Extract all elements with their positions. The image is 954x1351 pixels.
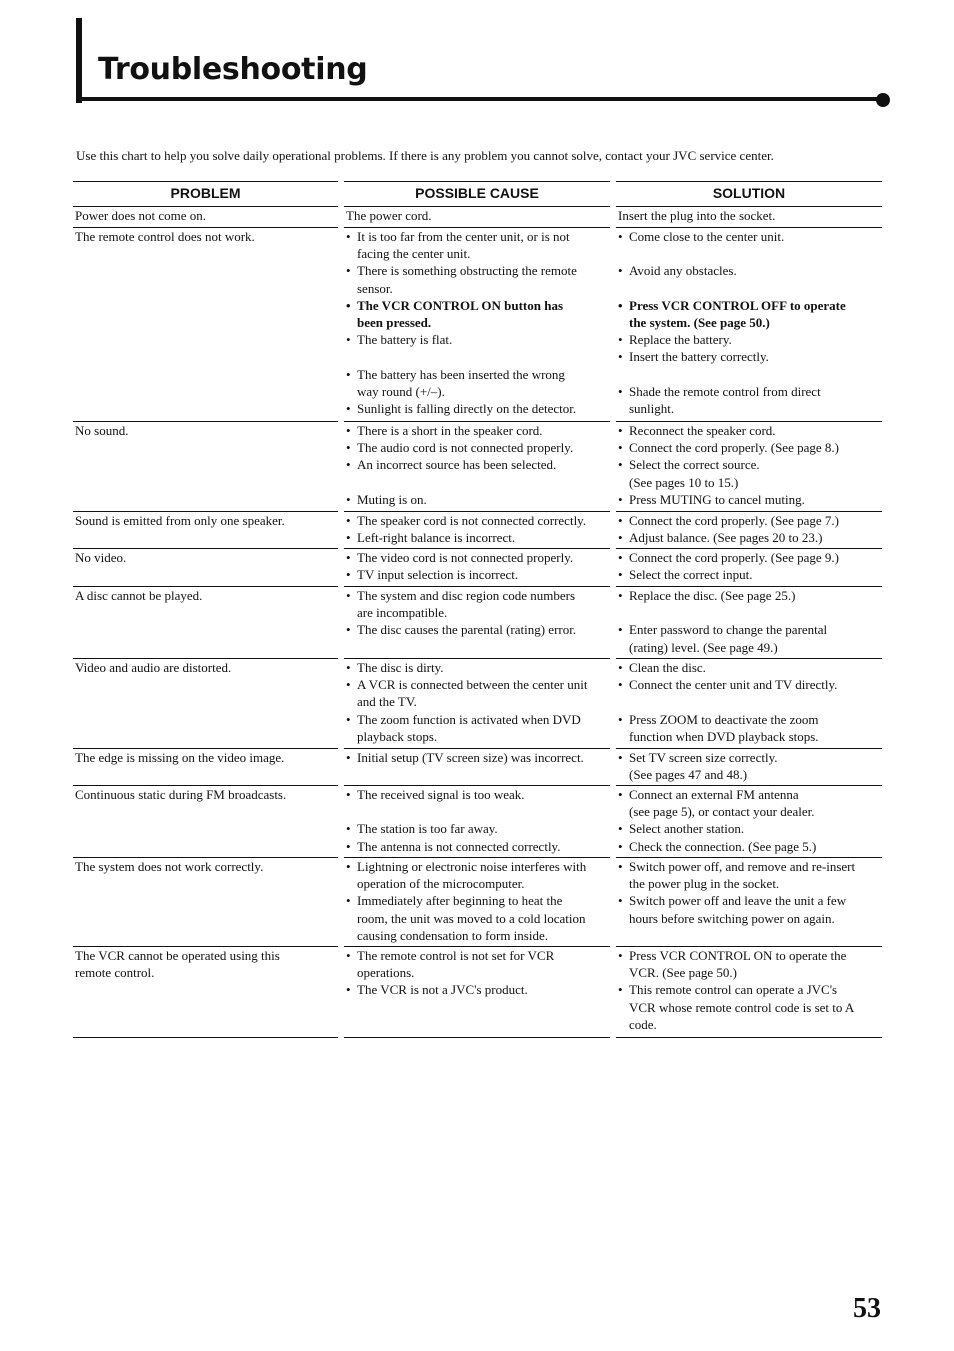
solution-item: • This remote control can operate a JVC's: [618, 981, 837, 998]
cause-item: • The VCR is not a JVC's product.: [346, 981, 528, 998]
solution-item: • Connect the cord properly. (See page 8.): [618, 439, 839, 456]
cause-item: The power cord.: [346, 208, 432, 223]
cause-item: • The remote control is not set for VCR: [346, 947, 554, 964]
cause-item-continued: causing condensation to form inside.: [357, 927, 548, 943]
solution-header: SOLUTION: [712, 185, 786, 201]
solution-item: Insert the plug into the socket.: [618, 208, 776, 223]
solution-item: • Replace the disc. (See page 25.): [618, 587, 795, 604]
solution-item-continued: sunlight.: [629, 401, 675, 416]
cause-item-continued: room, the unit was moved to a cold location: [357, 910, 586, 926]
cause-column: [344, 181, 610, 1038]
cause-item: • Initial setup (TV screen size) was incorrect.: [346, 749, 584, 766]
cause-item: • The disc is dirty.: [346, 659, 444, 676]
cause-item: • Sunlight is falling directly on the detector.: [346, 400, 576, 417]
solution-item: • Adjust balance. (See pages 20 to 23.): [618, 529, 823, 546]
solution-item: • Switch power off, and remove and re-insert: [618, 858, 855, 875]
solution-item-continued: (see page 5), or contact your dealer.: [629, 804, 815, 820]
solution-item: • Connect the center unit and TV directly.: [618, 676, 837, 693]
solution-item: • Select the correct input.: [618, 566, 752, 583]
cause-item: • The speaker cord is not connected correctly.: [346, 512, 586, 529]
cause-item: • The zoom function is activated when DVD: [346, 711, 581, 728]
cause-item-continued: playback stops.: [357, 728, 438, 744]
cause-item: • Muting is on.: [346, 491, 427, 508]
solution-item: • Switch power off and leave the unit a few: [618, 892, 846, 909]
solution-item-continued: function when DVD playback stops.: [629, 728, 819, 744]
problem-text: Continuous static during FM broadcasts.: [75, 787, 287, 802]
solution-item: • Clean the disc.: [618, 659, 706, 676]
solution-item: • Press VCR CONTROL ON to operate the: [618, 947, 846, 964]
solution-item-continued: (rating) level. (See page 49.): [629, 639, 778, 655]
problem-text: The remote control does not work.: [75, 229, 255, 244]
solution-item-continued: VCR whose remote control code is set to A: [629, 999, 855, 1015]
problem-header: PROBLEM: [170, 185, 241, 201]
cause-item: • Immediately after beginning to heat the: [346, 892, 562, 909]
cause-item: • The station is too far away.: [346, 820, 498, 837]
problem-text: The VCR cannot be operated using this: [75, 948, 280, 963]
cause-item-continued: operation of the microcomputer.: [357, 876, 525, 892]
solution-item: • Check the connection. (See page 5.): [618, 838, 816, 855]
solution-item: • Select another station.: [618, 820, 744, 837]
problem-text: A disc cannot be played.: [75, 588, 203, 603]
problem-text: Sound is emitted from only one speaker.: [75, 513, 285, 528]
solution-item: • Select the correct source.: [618, 456, 760, 473]
solution-item: • Connect an external FM antenna: [618, 786, 799, 803]
page-title: Troubleshooting: [98, 52, 368, 87]
solution-column: [616, 181, 882, 1038]
solution-item: • Connect the cord properly. (See page 9.): [618, 549, 839, 566]
cause-item-continued: sensor.: [357, 280, 393, 296]
problem-text: No sound.: [75, 423, 129, 438]
cause-item-continued: been pressed.: [357, 315, 432, 330]
cause-item-continued: are incompatible.: [357, 605, 448, 621]
title-rule: [76, 97, 884, 101]
cause-item: • There is something obstructing the remote: [346, 262, 577, 279]
problem-text: The edge is missing on the video image.: [75, 750, 285, 765]
solution-item: • Press MUTING to cancel muting.: [618, 491, 805, 508]
cause-item: • The system and disc region code numbers: [346, 587, 575, 604]
cause-item-continued: and the TV.: [357, 694, 417, 710]
cause-item-continued: facing the center unit.: [357, 246, 471, 262]
cause-item: • The disc causes the parental (rating) error.: [346, 621, 576, 638]
cause-item-continued: operations.: [357, 965, 415, 981]
solution-item-continued: the power plug in the socket.: [629, 876, 780, 892]
cause-item: • TV input selection is incorrect.: [346, 566, 518, 583]
solution-item: • Press ZOOM to deactivate the zoom: [618, 711, 819, 728]
cause-header: POSSIBLE CAUSE: [415, 185, 539, 201]
problem-text: No video.: [75, 550, 127, 565]
solution-item: • Connect the cord properly. (See page 7.): [618, 512, 839, 529]
cause-item: • A VCR is connected between the center unit: [346, 676, 587, 693]
cause-item: • The received signal is too weak.: [346, 786, 525, 803]
cause-item: • Left-right balance is incorrect.: [346, 529, 515, 546]
cause-item: • The battery has been inserted the wrong: [346, 366, 565, 383]
page-number: 53: [853, 1293, 881, 1324]
title-rule-end-dot: [876, 93, 890, 107]
solution-item-continued: (See pages 10 to 15.): [629, 474, 739, 490]
cause-item: • The video cord is not connected properly.: [346, 549, 573, 566]
cause-item: • An incorrect source has been selected.: [346, 456, 556, 473]
intro-text: Use this chart to help you solve daily operational problems. If there is any problem you cannot solve, contact your JVC service center.: [76, 148, 774, 163]
cause-item: • The battery is flat.: [346, 331, 452, 348]
solution-item: • Insert the battery correctly.: [618, 348, 769, 365]
problem-column: [73, 181, 338, 1038]
solution-item: • Set TV screen size correctly.: [618, 749, 777, 766]
solution-item-continued: (See pages 47 and 48.): [629, 767, 748, 783]
solution-item-continued: code.: [629, 1016, 657, 1032]
solution-item-continued: VCR. (See page 50.): [629, 965, 737, 981]
cause-item-continued: way round (+/–).: [357, 383, 445, 399]
problem-text: remote control.: [75, 965, 155, 981]
solution-item: • Press VCR CONTROL OFF to operate: [618, 297, 846, 314]
cause-item: • It is too far from the center unit, or is not: [346, 228, 570, 245]
cause-item: • The VCR CONTROL ON button has: [346, 297, 563, 314]
solution-item: • Reconnect the speaker cord.: [618, 422, 776, 439]
solution-item-continued: hours before switching power on again.: [629, 910, 835, 926]
title-bar: [76, 18, 82, 103]
problem-text: The system does not work correctly.: [75, 859, 264, 874]
cause-item: • The antenna is not connected correctly.: [346, 838, 560, 855]
solution-item: • Enter password to change the parental: [618, 621, 827, 638]
cause-item: • The audio cord is not connected properly.: [346, 439, 573, 456]
solution-item: • Come close to the center unit.: [618, 228, 784, 245]
solution-item: • Replace the battery.: [618, 331, 732, 348]
solution-item: • Avoid any obstacles.: [618, 262, 737, 279]
cause-item: • Lightning or electronic noise interferes with: [346, 858, 586, 875]
solution-item: • Shade the remote control from direct: [618, 383, 821, 400]
cause-item: • There is a short in the speaker cord.: [346, 422, 543, 439]
problem-text: Video and audio are distorted.: [75, 660, 232, 675]
problem-text: Power does not come on.: [75, 208, 207, 223]
solution-item-continued: the system. (See page 50.): [629, 315, 770, 330]
